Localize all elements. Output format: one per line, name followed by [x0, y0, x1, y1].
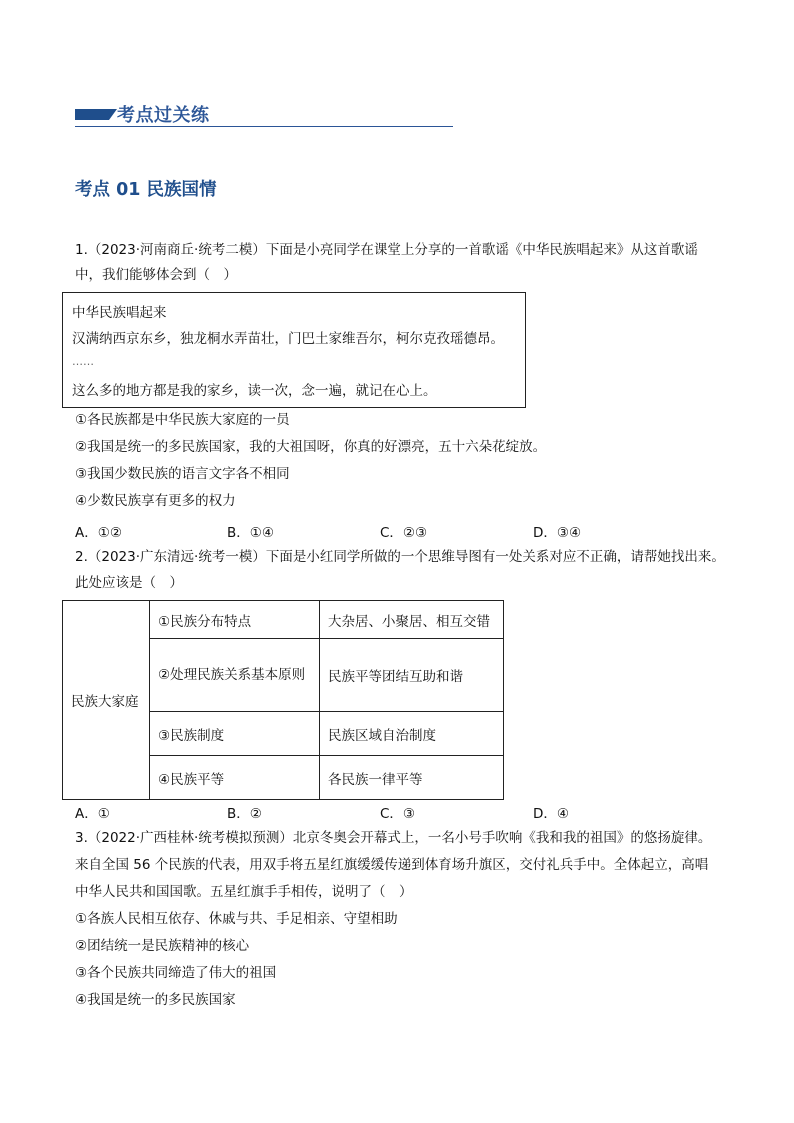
q1-stem-line2: 中，我们能够体会到（ ） — [75, 267, 237, 283]
mind-map-right-4: 各民族一律平等 — [320, 756, 504, 800]
quote-title: 中华民族唱起来 — [72, 305, 167, 321]
q3-item-3: ③各个民族共同缔造了伟大的祖国 — [75, 965, 277, 981]
q3-stem-line2: 来自全国 56 个民族的代表，用双手将五星红旗缓缓传递到体育场升旗区，交付礼兵手中。全体起立，高唱 — [75, 857, 709, 873]
q2-option-a[interactable]: A．① — [75, 806, 110, 822]
mind-map-left-3: ③民族制度 — [150, 712, 320, 756]
q3-item-1: ①各族人民相互依存、休戚与共、手足相亲、守望相助 — [75, 911, 398, 927]
q3-item-4: ④我国是统一的多民族国家 — [75, 992, 236, 1008]
mind-map-left-1: ①民族分布特点 — [150, 601, 320, 639]
quote-line1: 汉满纳西京东乡，独龙桐水弄苗壮，门巴土家维吾尔，柯尔克孜瑶德昂。 — [72, 331, 504, 347]
mind-map-right-1: 大杂居、小聚居、相互交错 — [320, 601, 504, 639]
header-title: 考点过关练 — [117, 105, 210, 126]
q3-item-2: ②团结统一是民族精神的核心 — [75, 938, 250, 954]
q1-option-d[interactable]: D．③④ — [533, 525, 582, 541]
q1-option-c[interactable]: C．②③ — [380, 525, 428, 541]
mind-map-table — [62, 600, 504, 800]
q1-stem-line1: 1.（2023·河南商丘·统考二模）下面是小亮同学在课堂上分享的一首歌谣《中华民族唱起来》从这首歌谣 — [75, 242, 698, 258]
mind-map-root: 民族大家庭 — [63, 601, 150, 800]
header-bar-decoration — [75, 109, 109, 120]
mind-map-left-4: ④民族平等 — [150, 756, 320, 800]
q2-option-d[interactable]: D．④ — [533, 806, 569, 822]
mind-map-left-2: ②处理民族关系基本原则 — [150, 639, 320, 712]
q1-option-a[interactable]: A．①② — [75, 525, 122, 541]
q3-stem-line3: 中华人民共和国国歌。五星红旗手手相传，说明了（ ） — [75, 884, 413, 900]
section-header — [75, 100, 453, 128]
q2-option-c[interactable]: C．③ — [380, 806, 416, 822]
header-underline — [75, 126, 453, 127]
q1-quote-box — [62, 292, 526, 408]
q2-option-b[interactable]: B．② — [227, 806, 262, 822]
q1-item-3: ③我国少数民族的语言文字各不相同 — [75, 466, 290, 482]
q1-item-1: ①各民族都是中华民族大家庭的一员 — [75, 412, 290, 428]
q3-stem-line1: 3.（2022·广西桂林·统考模拟预测）北京冬奥会开幕式上，一名小号手吹响《我和我的祖国》的悠扬旋律。 — [75, 830, 712, 846]
quote-ellipsis: …… — [72, 355, 94, 368]
q2-stem-line1: 2.（2023·广东清远·统考一模）下面是小红同学所做的一个思维导图有一处关系对应不正确，请帮她找出来。 — [75, 549, 725, 565]
quote-line2: 这么多的地方都是我的家乡，读一次，念一遍，就记在心上。 — [72, 383, 437, 399]
q1-item-2: ②我国是统一的多民族国家，我的大祖国呀，你真的好漂亮，五十六朵花绽放。 — [75, 439, 547, 455]
q1-option-b[interactable]: B．①④ — [227, 525, 274, 541]
mind-map-right-2: 民族平等团结互助和谐 — [320, 639, 504, 712]
mind-map-right-3: 民族区域自治制度 — [320, 712, 504, 756]
q2-stem-line2: 此处应该是（ ） — [75, 575, 183, 591]
header-bar-tip — [109, 109, 117, 120]
section-title: 考点 01 民族国情 — [75, 180, 217, 200]
q1-item-4: ④少数民族享有更多的权力 — [75, 493, 236, 509]
